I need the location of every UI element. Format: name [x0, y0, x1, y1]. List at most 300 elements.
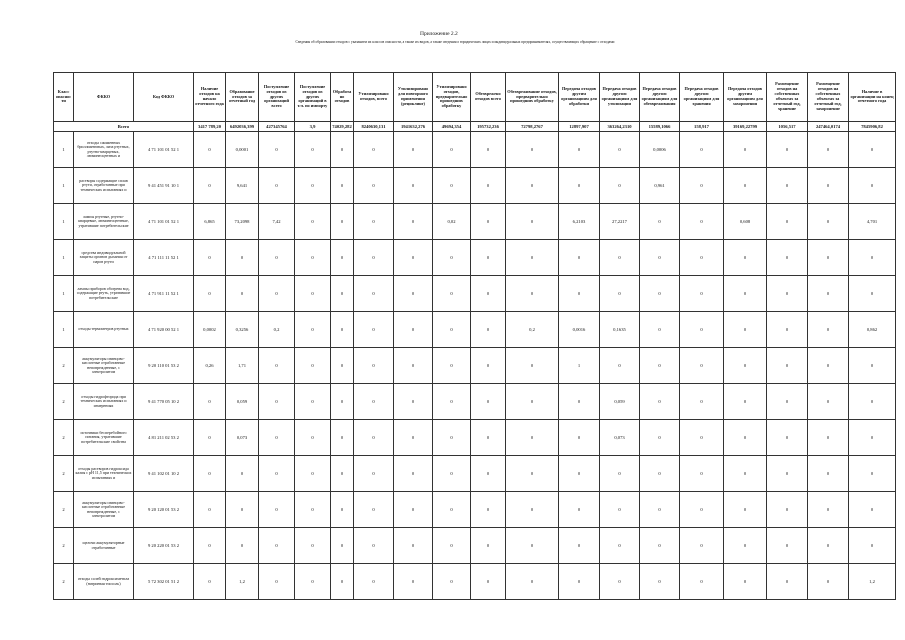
hazard-class-cell: 1 — [54, 204, 74, 240]
value-cell: 0 — [849, 456, 896, 492]
column-header: Наличие отходов на начало отчетного года — [194, 73, 226, 122]
value-cell: 0 — [724, 528, 767, 564]
value-cell: 27,2217 — [600, 204, 640, 240]
waste-name-cell: аккумуляторы свинцово-кислотные отработанные неповрежденные, с электролитом — [74, 348, 134, 384]
value-cell: 0 — [471, 204, 506, 240]
value-cell: 0 — [767, 456, 808, 492]
total-cell: 72798,2767 — [506, 122, 559, 132]
waste-name-cell: щелочи аккумуляторные отработанные — [74, 528, 134, 564]
value-cell: 6,865 — [194, 204, 226, 240]
value-cell: 0,608 — [724, 204, 767, 240]
value-cell: 0 — [506, 240, 559, 276]
value-cell: 0 — [767, 240, 808, 276]
value-cell: 0 — [724, 492, 767, 528]
value-cell: 0 — [331, 168, 354, 204]
value-cell: 0 — [295, 384, 331, 420]
value-cell: 0 — [808, 276, 849, 312]
value-cell: 0 — [680, 564, 724, 600]
value-cell: 0 — [559, 132, 600, 168]
value-cell: 0 — [600, 564, 640, 600]
waste-name-cell: отходы гидрофторида при технических испытаниях и измерениях — [74, 384, 134, 420]
value-cell: 0 — [640, 420, 680, 456]
fkko-code-cell: 4 71 101 01 52 1 — [134, 204, 194, 240]
value-cell: 0 — [600, 528, 640, 564]
value-cell: 0 — [808, 132, 849, 168]
value-cell: 0 — [506, 492, 559, 528]
value-cell: 0 — [724, 276, 767, 312]
value-cell: 0 — [600, 240, 640, 276]
column-header: Передача отходов другим организациям для утилизации — [600, 73, 640, 122]
value-cell: 0 — [767, 132, 808, 168]
value-cell: 0,2 — [259, 312, 295, 348]
value-cell: 0 — [640, 492, 680, 528]
total-label: Всего — [54, 122, 194, 132]
table-row — [54, 564, 896, 600]
value-cell: 0 — [331, 276, 354, 312]
value-cell: 0 — [471, 420, 506, 456]
value-cell: 0 — [808, 492, 849, 528]
value-cell: 0 — [394, 168, 433, 204]
waste-name-cell: растворы содержащие сплав ртути, отработанные при технических испытаниях и — [74, 168, 134, 204]
value-cell: 0 — [259, 384, 295, 420]
value-cell: 0 — [331, 240, 354, 276]
waste-name-cell: отходы сжиженных бриллиантовых, лиза ртутных, ртутно-кварцевых, люминесцентных и — [74, 132, 134, 168]
value-cell: 0 — [600, 168, 640, 204]
column-header: Код ФККО — [134, 73, 194, 122]
table-row — [54, 456, 896, 492]
value-cell: 0 — [259, 492, 295, 528]
value-cell: 0 — [680, 204, 724, 240]
value-cell: 0 — [724, 240, 767, 276]
value-cell: 0 — [600, 276, 640, 312]
value-cell: 0 — [394, 276, 433, 312]
value-cell: 0 — [808, 240, 849, 276]
value-cell: 0 — [506, 168, 559, 204]
value-cell: 0 — [724, 132, 767, 168]
value-cell: 0 — [471, 348, 506, 384]
value-cell: 0,26 — [194, 348, 226, 384]
waste-name-cell: отходы растворов гидроксида калия с pH 11,5 при технических испытаниях и — [74, 456, 134, 492]
value-cell: 0 — [354, 168, 394, 204]
value-cell: 0 — [354, 420, 394, 456]
document-caption: Сведения об образовании отходов с указанием их классов опасности, а также их видов, а также сведения о юридических лицах и индивидуальных предпринимателях, осуществляющих обращение с отходами — [295, 40, 615, 44]
value-cell: 0 — [506, 348, 559, 384]
value-cell: 0 — [808, 384, 849, 420]
waste-name-cell: источники бесперебойного питания, утратившие потребительские свойства — [74, 420, 134, 456]
value-cell: 0 — [295, 168, 331, 204]
value-cell: 9,641 — [226, 168, 259, 204]
value-cell: 0,0006 — [640, 132, 680, 168]
value-cell: 0 — [640, 528, 680, 564]
value-cell: 0 — [394, 528, 433, 564]
value-cell: 0 — [354, 348, 394, 384]
value-cell: 0 — [433, 564, 471, 600]
value-cell: 1,71 — [226, 348, 259, 384]
value-cell: 0 — [433, 276, 471, 312]
hazard-class-cell: 2 — [54, 492, 74, 528]
value-cell: 0 — [194, 492, 226, 528]
table-row — [54, 492, 896, 528]
value-cell: 0 — [394, 420, 433, 456]
value-cell: 0 — [194, 528, 226, 564]
hazard-class-cell: 1 — [54, 132, 74, 168]
value-cell: 0 — [506, 132, 559, 168]
value-cell: 0 — [354, 276, 394, 312]
column-header: Обезврежено отходов всего — [471, 73, 506, 122]
value-cell: 0 — [471, 240, 506, 276]
total-cell: 158,917 — [680, 122, 724, 132]
value-cell: 0 — [640, 204, 680, 240]
total-cell: 12897,907 — [559, 122, 600, 132]
value-cell: 0 — [354, 240, 394, 276]
value-cell: 0 — [471, 312, 506, 348]
value-cell: 0 — [295, 204, 331, 240]
value-cell: 0 — [767, 564, 808, 600]
fkko-code-cell: 4 81 211 02 53 2 — [134, 420, 194, 456]
value-cell: 0 — [226, 492, 259, 528]
column-header: Образование отходов за отчетный год — [226, 73, 259, 122]
value-cell: 0 — [559, 492, 600, 528]
total-cell: 15589,1066 — [640, 122, 680, 132]
value-cell: 0 — [259, 348, 295, 384]
table-row — [54, 168, 896, 204]
table-row — [54, 312, 896, 348]
value-cell: 0 — [433, 132, 471, 168]
value-cell: 0 — [724, 312, 767, 348]
value-cell: 0 — [194, 276, 226, 312]
fkko-code-cell: 9 41 770 05 10 2 — [134, 384, 194, 420]
fkko-code-cell: 9 20 110 01 53 2 — [134, 348, 194, 384]
value-cell: 0 — [394, 240, 433, 276]
value-cell: 7,42 — [259, 204, 295, 240]
value-cell: 0 — [226, 240, 259, 276]
value-cell: 0,2 — [506, 312, 559, 348]
value-cell: 0 — [767, 384, 808, 420]
value-cell: 0 — [471, 132, 506, 168]
table-row — [54, 204, 896, 240]
value-cell: 0 — [849, 240, 896, 276]
value-cell: 0 — [600, 348, 640, 384]
waste-name-cell: аккумуляторы свинцово-кислотные отработанные неповрежденные, с электролитом — [74, 492, 134, 528]
value-cell: 0 — [808, 564, 849, 600]
value-cell: 0 — [600, 492, 640, 528]
value-cell: 0 — [724, 348, 767, 384]
total-cell: 49694,354 — [433, 122, 471, 132]
value-cell: 0 — [394, 384, 433, 420]
value-cell: 0 — [331, 312, 354, 348]
value-cell: 0 — [767, 168, 808, 204]
column-header: Поступление отходов из других организаций всего — [259, 73, 295, 122]
value-cell: 0 — [295, 132, 331, 168]
value-cell: 0 — [506, 528, 559, 564]
value-cell: 1,2 — [226, 564, 259, 600]
fkko-code-cell: 4 71 920 00 52 1 — [134, 312, 194, 348]
value-cell: 0 — [226, 456, 259, 492]
value-cell: 1,2 — [849, 564, 896, 600]
value-cell: 0 — [259, 132, 295, 168]
value-cell: 0 — [724, 420, 767, 456]
value-cell: 0 — [767, 528, 808, 564]
value-cell: 0 — [331, 348, 354, 384]
value-cell: 0 — [471, 492, 506, 528]
value-cell: 0 — [680, 492, 724, 528]
value-cell: 0 — [295, 564, 331, 600]
value-cell: 0 — [295, 456, 331, 492]
value-cell: 0 — [354, 456, 394, 492]
value-cell: 0 — [724, 456, 767, 492]
value-cell: 0 — [506, 564, 559, 600]
table-row — [54, 240, 896, 276]
value-cell: 0 — [331, 204, 354, 240]
value-cell: 0 — [433, 168, 471, 204]
total-cell: 39169,22799 — [724, 122, 767, 132]
value-cell: 0 — [259, 564, 295, 600]
hazard-class-cell: 1 — [54, 240, 74, 276]
value-cell: 0 — [808, 168, 849, 204]
value-cell: 0 — [331, 420, 354, 456]
value-cell: 0 — [354, 492, 394, 528]
value-cell: 0,0002 — [194, 312, 226, 348]
table-row — [54, 528, 896, 564]
value-cell: 0 — [808, 456, 849, 492]
column-header: Класс опасности — [54, 73, 74, 122]
value-cell: 0 — [724, 384, 767, 420]
value-cell: 0 — [680, 420, 724, 456]
column-header: Утилизировано отходов, всего — [354, 73, 394, 122]
value-cell: 0 — [680, 132, 724, 168]
value-cell: 0 — [194, 168, 226, 204]
value-cell: 0,0001 — [226, 132, 259, 168]
value-cell: 0 — [600, 456, 640, 492]
value-cell: 0 — [471, 564, 506, 600]
fkko-code-cell: 9 20 120 01 53 2 — [134, 492, 194, 528]
value-cell: 0 — [600, 132, 640, 168]
value-cell: 0 — [559, 168, 600, 204]
column-header: Утилизировано отходов, предварительно прошедших обработку — [433, 73, 471, 122]
table-row — [54, 348, 896, 384]
waste-name-cell: отходы солей гидроксиметила (натриевая тиосоль) — [74, 564, 134, 600]
column-header: Размещение отходов на собственных объектах за отчетный год, хранение — [767, 73, 808, 122]
table-header-row — [54, 73, 896, 122]
total-row — [54, 122, 896, 132]
value-cell: 0 — [354, 564, 394, 600]
value-cell: 0 — [559, 564, 600, 600]
value-cell: 0,059 — [600, 384, 640, 420]
value-cell: 0 — [295, 420, 331, 456]
value-cell: 0 — [767, 204, 808, 240]
total-cell: 7845906,82 — [849, 122, 896, 132]
value-cell: 0 — [259, 456, 295, 492]
value-cell: 0 — [295, 348, 331, 384]
value-cell: 0,02 — [433, 204, 471, 240]
value-cell: 0,961 — [640, 168, 680, 204]
value-cell: 0 — [559, 276, 600, 312]
value-cell: 0 — [433, 420, 471, 456]
value-cell: 0 — [354, 132, 394, 168]
value-cell: 0 — [506, 204, 559, 240]
value-cell: 0 — [194, 456, 226, 492]
value-cell: 0 — [506, 456, 559, 492]
table-row — [54, 276, 896, 312]
value-cell: 0 — [354, 528, 394, 564]
table-row — [54, 132, 896, 168]
value-cell: 0,073 — [226, 420, 259, 456]
value-cell: 0 — [259, 276, 295, 312]
total-cell: 3,9 — [295, 122, 331, 132]
value-cell: 0 — [194, 132, 226, 168]
total-cell: 195732,236 — [471, 122, 506, 132]
value-cell: 0 — [471, 276, 506, 312]
value-cell: 0 — [194, 420, 226, 456]
value-cell: 0 — [849, 348, 896, 384]
value-cell: 0 — [724, 168, 767, 204]
value-cell: 0 — [194, 564, 226, 600]
table-row — [54, 420, 896, 456]
value-cell: 0 — [640, 456, 680, 492]
value-cell: 0 — [849, 384, 896, 420]
value-cell: 0 — [767, 420, 808, 456]
fkko-code-cell: 9 20 220 01 53 2 — [134, 528, 194, 564]
waste-name-cell: лампы ртутные, ртутно-кварцевые, люминесцентные, утратившие потребительские — [74, 204, 134, 240]
value-cell: 0 — [433, 384, 471, 420]
value-cell: 0 — [259, 420, 295, 456]
value-cell: 0,862 — [849, 312, 896, 348]
value-cell: 0 — [354, 384, 394, 420]
value-cell: 0 — [471, 384, 506, 420]
column-header: Передача отходов другим организациям для обработки — [559, 73, 600, 122]
value-cell: 0 — [433, 456, 471, 492]
value-cell: 0 — [331, 456, 354, 492]
value-cell: 0 — [808, 312, 849, 348]
value-cell: 0 — [640, 348, 680, 384]
total-cell: 74029,282 — [331, 122, 354, 132]
value-cell: 0 — [680, 348, 724, 384]
column-header: Передача отходов другим организациям для захоронения — [724, 73, 767, 122]
value-cell: 0 — [680, 528, 724, 564]
hazard-class-cell: 2 — [54, 564, 74, 600]
column-header: Обработано отходов — [331, 73, 354, 122]
value-cell: 0 — [331, 384, 354, 420]
value-cell: 0,0016 — [559, 312, 600, 348]
value-cell: 0 — [640, 240, 680, 276]
value-cell: 0 — [394, 492, 433, 528]
value-cell: 0,3256 — [226, 312, 259, 348]
value-cell: 0 — [506, 420, 559, 456]
hazard-class-cell: 2 — [54, 420, 74, 456]
value-cell: 0 — [226, 276, 259, 312]
total-cell: 427345764 — [259, 122, 295, 132]
value-cell: 0 — [767, 348, 808, 384]
total-cell: 1941632,276 — [394, 122, 433, 132]
value-cell: 0 — [640, 564, 680, 600]
hazard-class-cell: 1 — [54, 168, 74, 204]
column-header: Обезвреживание отходов, предварительно прошедших обработку — [506, 73, 559, 122]
value-cell: 0 — [849, 276, 896, 312]
column-header: Поступление отходов из других организаций в т.ч. по импорту — [295, 73, 331, 122]
total-cell: 6492036,399 — [226, 122, 259, 132]
total-cell: 247464,0174 — [808, 122, 849, 132]
value-cell: 0 — [226, 528, 259, 564]
value-cell: 0 — [724, 564, 767, 600]
total-cell: 8240630,131 — [354, 122, 394, 132]
value-cell: 0 — [295, 276, 331, 312]
fkko-code-cell: 9 41 451 91 10 1 — [134, 168, 194, 204]
value-cell: 0 — [808, 528, 849, 564]
waste-name-cell: средства индивидуальной защиты органов дыхания от паров ртути — [74, 240, 134, 276]
fkko-code-cell: 4 71 911 11 52 1 — [134, 276, 194, 312]
value-cell: 0 — [295, 528, 331, 564]
value-cell: 0 — [433, 528, 471, 564]
value-cell: 0 — [767, 276, 808, 312]
value-cell: 0 — [808, 204, 849, 240]
value-cell: 0 — [849, 420, 896, 456]
value-cell: 0 — [394, 564, 433, 600]
value-cell: 73,2098 — [226, 204, 259, 240]
waste-name-cell: лампы приборов обогрева вод, содержащие ртуть, утратившие потребительские — [74, 276, 134, 312]
value-cell: 0 — [295, 240, 331, 276]
value-cell: 0 — [680, 168, 724, 204]
fkko-code-cell: 9 41 102 01 10 2 — [134, 456, 194, 492]
value-cell: 0 — [394, 348, 433, 384]
hazard-class-cell: 1 — [54, 276, 74, 312]
value-cell: 0 — [471, 456, 506, 492]
value-cell: 0 — [680, 456, 724, 492]
value-cell: 0 — [433, 312, 471, 348]
appendix-label: Приложение 2.2 — [420, 31, 458, 37]
column-header: Утилизировано для повторного применения (рециклинг) — [394, 73, 433, 122]
value-cell: 0 — [559, 420, 600, 456]
value-cell: 0 — [849, 492, 896, 528]
value-cell: 0 — [680, 276, 724, 312]
value-cell: 0,1635 — [600, 312, 640, 348]
value-cell: 0 — [433, 240, 471, 276]
value-cell: 0 — [559, 456, 600, 492]
value-cell: 0 — [354, 204, 394, 240]
value-cell: 0 — [559, 240, 600, 276]
fkko-code-cell: 4 71 111 11 52 1 — [134, 240, 194, 276]
value-cell: 0 — [194, 384, 226, 420]
value-cell: 4,701 — [849, 204, 896, 240]
value-cell: 0 — [259, 240, 295, 276]
value-cell: 0 — [354, 312, 394, 348]
waste-table — [53, 72, 896, 600]
value-cell: 0 — [259, 528, 295, 564]
value-cell: 0 — [808, 420, 849, 456]
value-cell: 0 — [640, 312, 680, 348]
total-cell: 363264,2310 — [600, 122, 640, 132]
column-header: Передача отходов другим организациям для хранения — [680, 73, 724, 122]
value-cell: 1 — [559, 348, 600, 384]
hazard-class-cell: 1 — [54, 312, 74, 348]
value-cell: 0 — [331, 132, 354, 168]
value-cell: 0 — [640, 384, 680, 420]
value-cell: 0 — [433, 492, 471, 528]
value-cell: 0 — [849, 168, 896, 204]
value-cell: 0 — [680, 384, 724, 420]
hazard-class-cell: 2 — [54, 528, 74, 564]
value-cell: 0 — [849, 528, 896, 564]
value-cell: 0 — [559, 528, 600, 564]
value-cell: 0 — [680, 240, 724, 276]
value-cell: 0 — [506, 384, 559, 420]
hazard-class-cell: 2 — [54, 384, 74, 420]
value-cell: 0 — [295, 312, 331, 348]
value-cell: 0 — [767, 312, 808, 348]
value-cell: 0 — [331, 492, 354, 528]
column-header: Размещение отходов на собственных объектах за отчетный год, захоронение — [808, 73, 849, 122]
hazard-class-cell: 2 — [54, 456, 74, 492]
value-cell: 0 — [394, 456, 433, 492]
